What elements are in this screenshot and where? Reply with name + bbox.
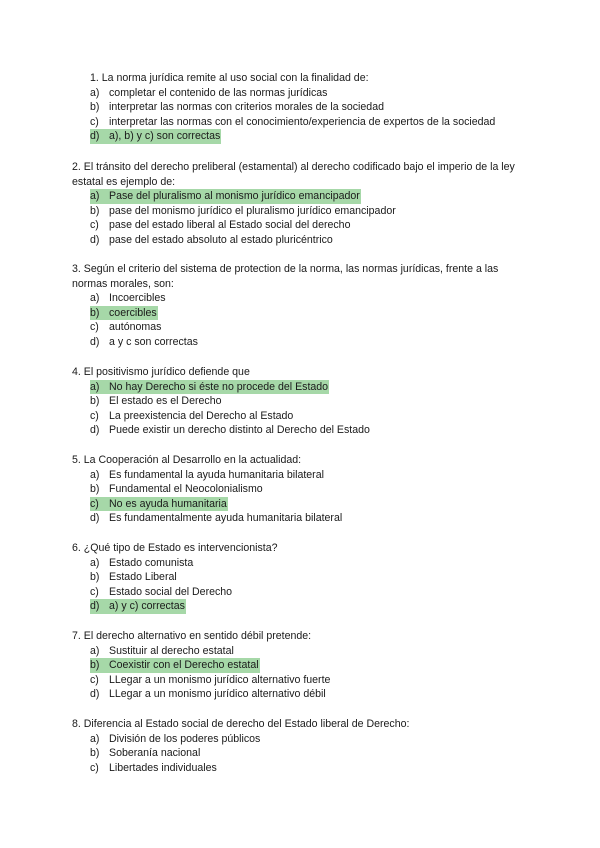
question-stem: 4. El positivismo jurídico defiende que — [72, 366, 250, 378]
option-a: a) Es fundamental la ayuda humanitaria bilateral — [90, 468, 324, 481]
question-7 — [72, 629, 532, 702]
question-stem: 6. ¿Qué tipo de Estado es intervencionista? — [72, 542, 278, 554]
question-8 — [72, 717, 532, 775]
option-c: c) La preexistencia del Derecho al Estado — [90, 409, 294, 422]
question-stem: 1. La norma jurídica remite al uso social con la finalidad de: — [90, 72, 369, 84]
option-c-correct: c) No es ayuda humanitaria — [90, 497, 227, 510]
option-a-correct: a) No hay Derecho si éste no procede del Estado — [90, 380, 329, 393]
option-d-correct: d) a) y c) correctas — [90, 600, 185, 613]
option-b-correct: b) coercibles — [90, 306, 157, 319]
option-b: b) El estado es el Derecho — [90, 395, 222, 408]
question-stem: 2. El tránsito del derecho preliberal (estamental) al derecho codificado bajo el imperio de la ley estatal es ejemplo de: — [72, 161, 515, 188]
option-c: c) autónomas — [90, 321, 162, 334]
option-a: a) Sustituir al derecho estatal — [90, 644, 234, 657]
option-c: c) Libertades individuales — [90, 761, 217, 774]
option-b: b) pase del monismo jurídico el pluralismo jurídico emancipador — [90, 204, 396, 217]
question-5 — [72, 453, 532, 526]
option-a: a) Estado comunista — [90, 556, 194, 569]
question-stem: 3. Según el criterio del sistema de protection de la norma, las normas jurídicas, frente a las normas morales, son: — [72, 263, 499, 290]
option-b-correct: b) Coexistir con el Derecho estatal — [90, 659, 259, 672]
question-stem: 7. El derecho alternativo en sentido débil pretende: — [72, 630, 312, 642]
option-d-correct: d) a), b) y c) son correctas — [90, 130, 221, 143]
option-d: d) a y c son correctas — [90, 335, 198, 348]
option-a: a) Incoercibles — [90, 292, 166, 305]
option-a-correct: a) Pase del pluralismo al monismo jurídico emancipador — [90, 190, 360, 203]
question-3 — [72, 262, 532, 350]
option-d: d) Es fundamentalmente ayuda humanitaria bilateral — [90, 512, 343, 525]
option-c: c) interpretar las normas con el conocimiento/experiencia de expertos de la sociedad — [90, 115, 496, 128]
option-b: b) interpretar las normas con criterios morales de la sociedad — [90, 101, 384, 114]
option-d: d) Puede existir un derecho distinto al Derecho del Estado — [90, 424, 370, 437]
option-d: d) LLegar a un monismo jurídico alternativo débil — [90, 688, 326, 701]
option-c: c) pase del estado liberal al Estado social del derecho — [90, 219, 351, 232]
option-b: b) Soberanía nacional — [90, 747, 201, 760]
question-stem: 8. Diferencia al Estado social de derecho del Estado liberal de Derecho: — [72, 718, 410, 730]
question-1 — [72, 71, 532, 144]
question-4 — [72, 365, 532, 438]
question-2 — [72, 160, 532, 248]
question-stem: 5. La Cooperación al Desarrollo en la actualidad: — [72, 454, 302, 466]
option-d: d) pase del estado absoluto al estado pluricéntrico — [90, 233, 333, 246]
question-6 — [72, 541, 532, 614]
option-c: c) LLegar a un monismo jurídico alternativo fuerte — [90, 673, 331, 686]
option-c: c) Estado social del Derecho — [90, 585, 233, 598]
option-a: a) completar el contenido de las normas jurídicas — [90, 86, 328, 99]
option-b: b) Fundamental el Neocolonialismo — [90, 483, 263, 496]
option-a: a) División de los poderes públicos — [90, 732, 261, 745]
option-b: b) Estado Liberal — [90, 571, 177, 584]
